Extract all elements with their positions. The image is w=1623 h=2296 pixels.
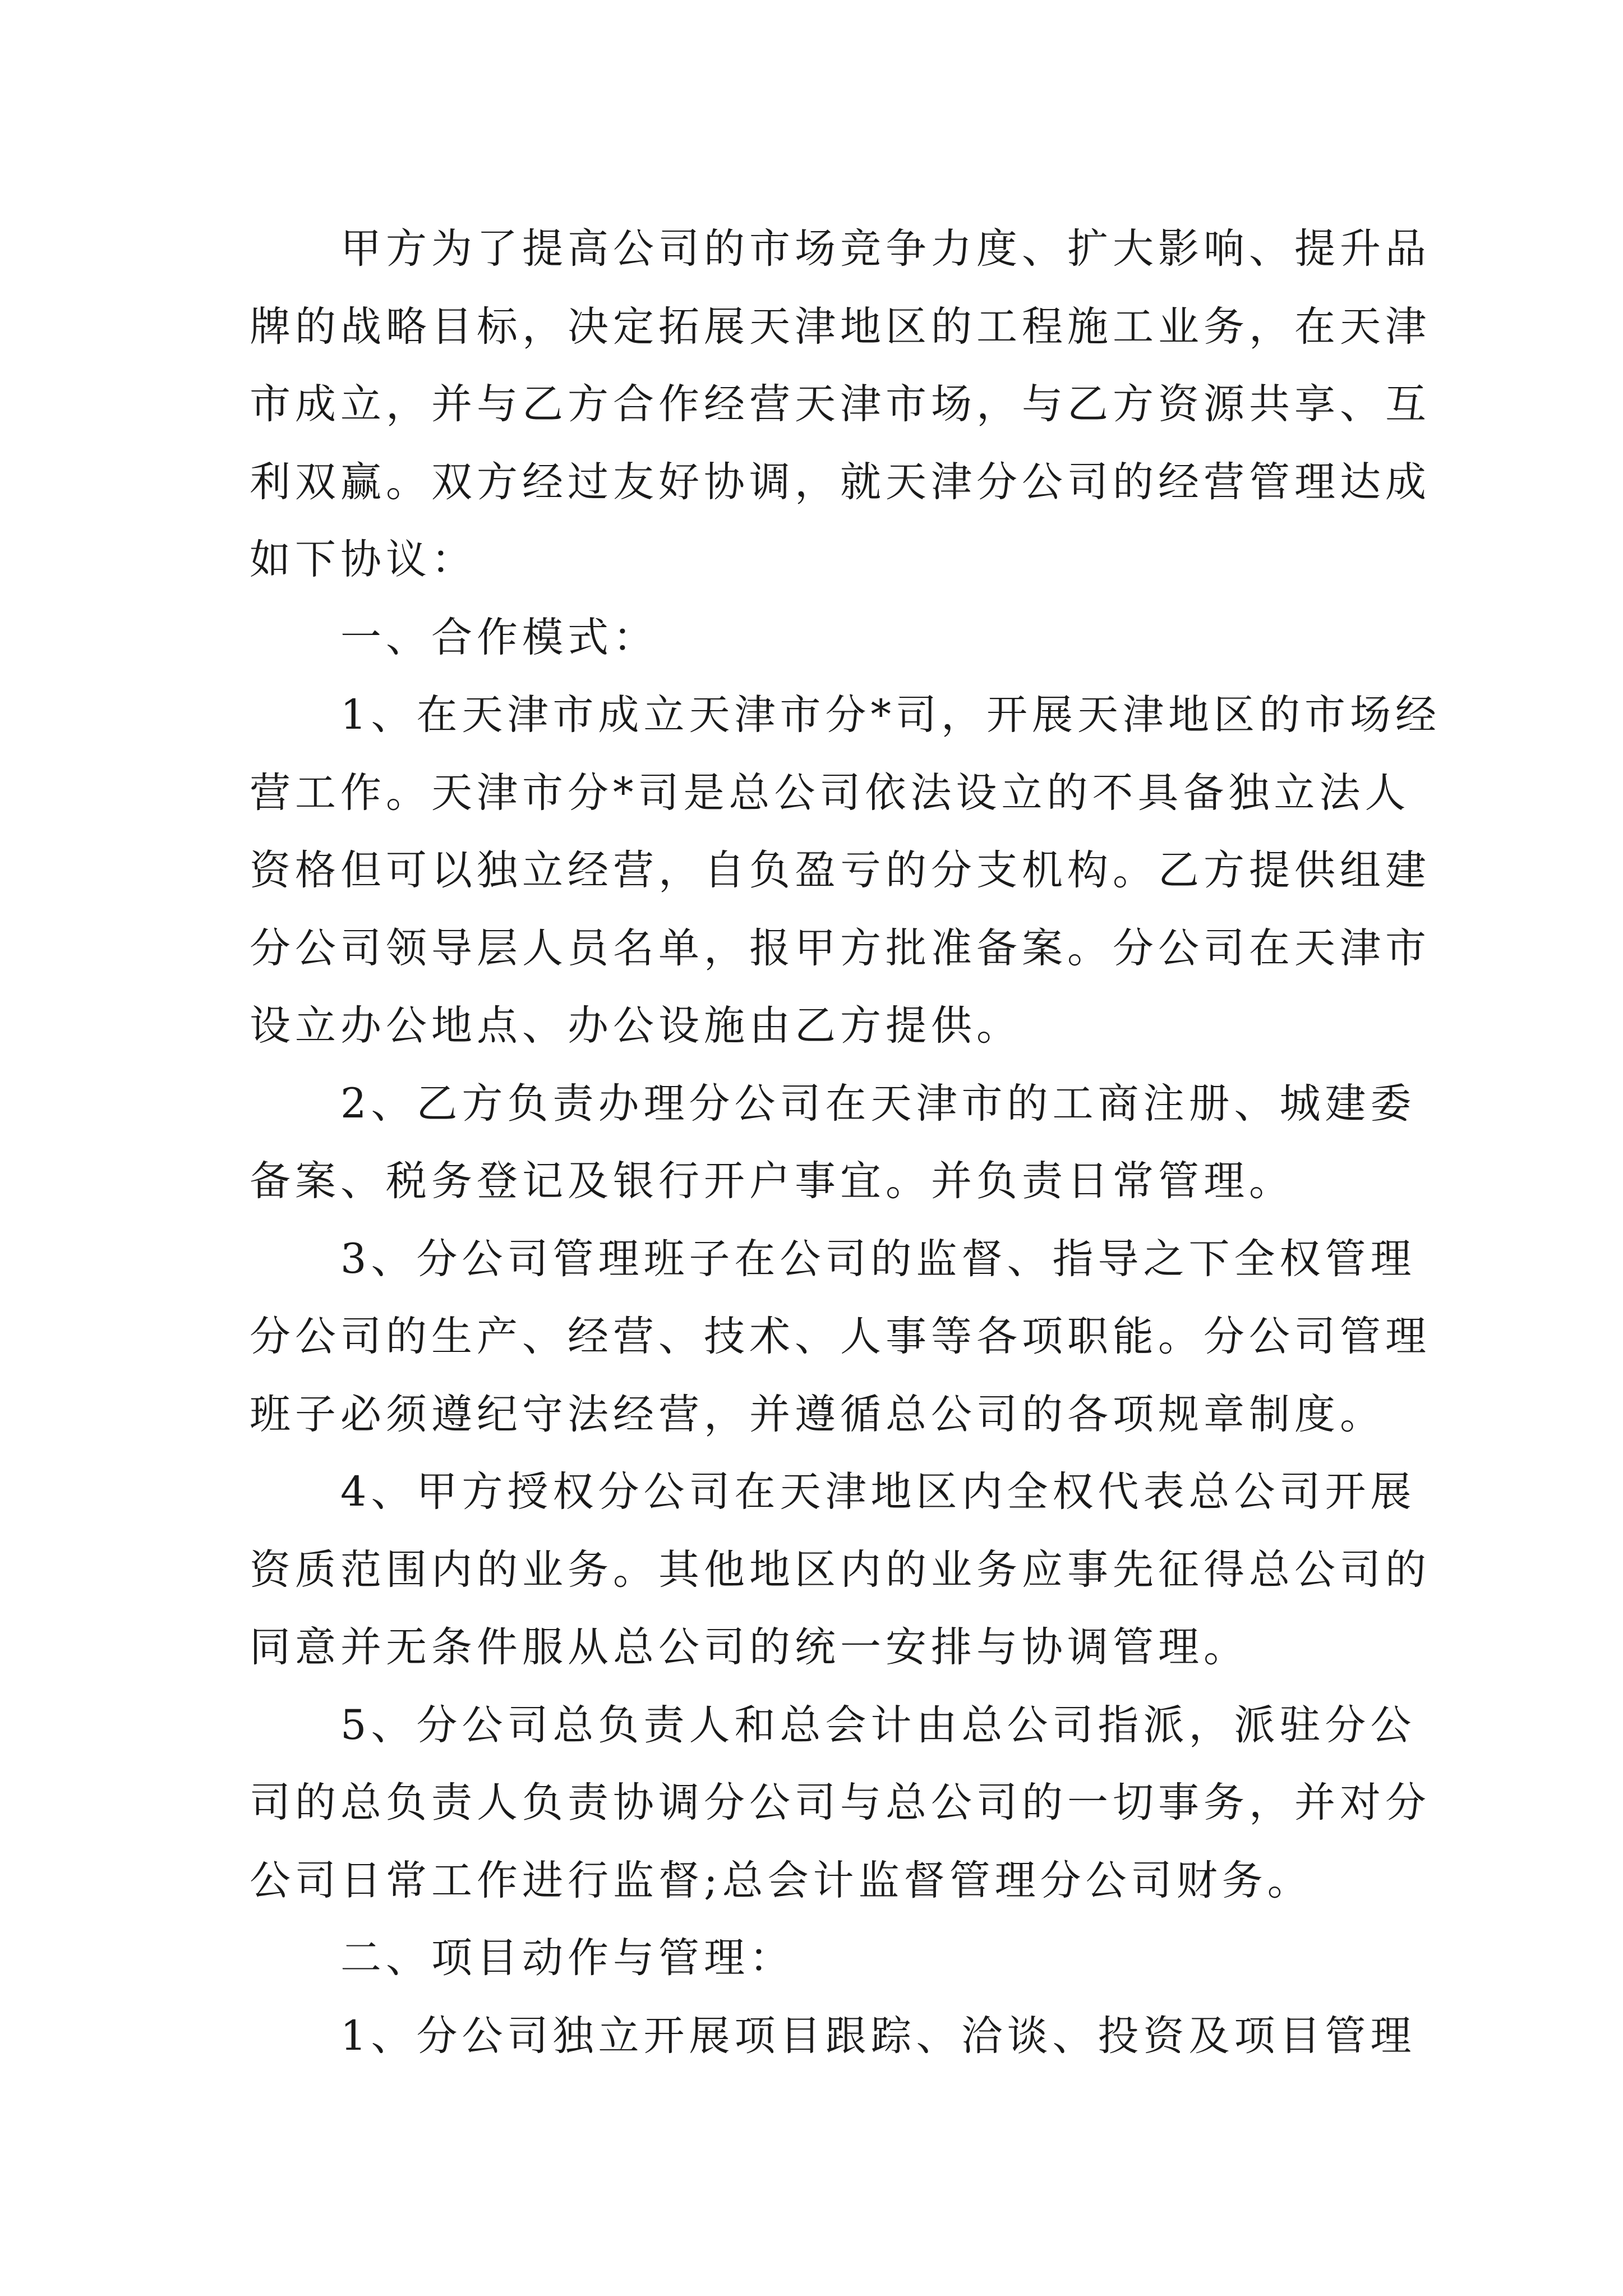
text-line: 5、分公司总负责人和总会计由总公司指派，派驻分公 — [340, 1701, 1416, 1749]
text-line: 分公司的生产、经营、技术、人事等各项职能。分公司管理 — [250, 1313, 1431, 1360]
text-line: 牌的战略目标，决定拓展天津地区的工程施工业务，在天津 — [250, 302, 1431, 351]
text-line: 4、甲方授权分公司在天津地区内全权代表总公司开展 — [340, 1468, 1416, 1516]
text-line: 设立办公地点、办公设施由乙方提供。 — [250, 1002, 1022, 1050]
text-line: 1、在天津市成立天津市分*司，开展天津地区的市场经 — [340, 691, 1441, 739]
clause-paragraph — [250, 677, 1441, 1065]
text-line: 营工作。天津市分*司是总公司依法设立的不具备独立法人 — [250, 769, 1410, 817]
clause-paragraph — [250, 1221, 1431, 1454]
text-line: 2、乙方负责办理分公司在天津市的工商注册、城建委 — [340, 1079, 1416, 1128]
clause-paragraph — [250, 1065, 1416, 1221]
text-line: 如下协议： — [250, 536, 477, 583]
section-heading — [250, 1920, 1394, 1998]
clause-paragraph — [250, 1998, 1416, 2076]
text-line: 备案、税务登记及银行开户事宜。并负责日常管理。 — [250, 1157, 1294, 1205]
clause-paragraph — [250, 1687, 1431, 1920]
text-line: 利双赢。双方经过友好协调，就天津分公司的经营管理达成 — [250, 458, 1431, 506]
section-heading — [250, 599, 1394, 677]
text-line: 班子必须遵纪守法经营，并遵循总公司的各项规章制度。 — [250, 1390, 1385, 1438]
text-line: 公司日常工作进行监督;总会计监督管理分公司财务。 — [250, 1856, 1313, 1904]
text-line: 司的总负责人负责协调分公司与总公司的一切事务，并对分 — [250, 1779, 1431, 1826]
document-body — [250, 210, 1441, 2075]
text-line: 市成立，并与乙方合作经营天津市场，与乙方资源共享、互 — [250, 380, 1431, 428]
text-line: 资质范围内的业务。其他地区内的业务应事先征得总公司的 — [250, 1545, 1431, 1594]
text-line: 一、合作模式： — [340, 613, 658, 661]
text-line: 分公司领导层人员名单，报甲方批准备案。分公司在天津市 — [250, 924, 1431, 972]
text-line: 资格但可以独立经营，自负盈亏的分支机构。乙方提供组建 — [250, 846, 1431, 894]
text-line: 同意并无条件服从总公司的统一安排与协调管理。 — [250, 1623, 1249, 1671]
text-line: 二、项目动作与管理： — [340, 1934, 795, 1982]
intro-paragraph — [250, 210, 1431, 599]
text-line: 1、分公司独立开展项目跟踪、洽谈、投资及项目管理 — [340, 2012, 1416, 2060]
clause-paragraph — [250, 1453, 1431, 1687]
text-line: 甲方为了提高公司的市场竞争力度、扩大影响、提升品 — [340, 225, 1431, 273]
text-line: 3、分公司管理班子在公司的监督、指导之下全权管理 — [340, 1235, 1416, 1283]
